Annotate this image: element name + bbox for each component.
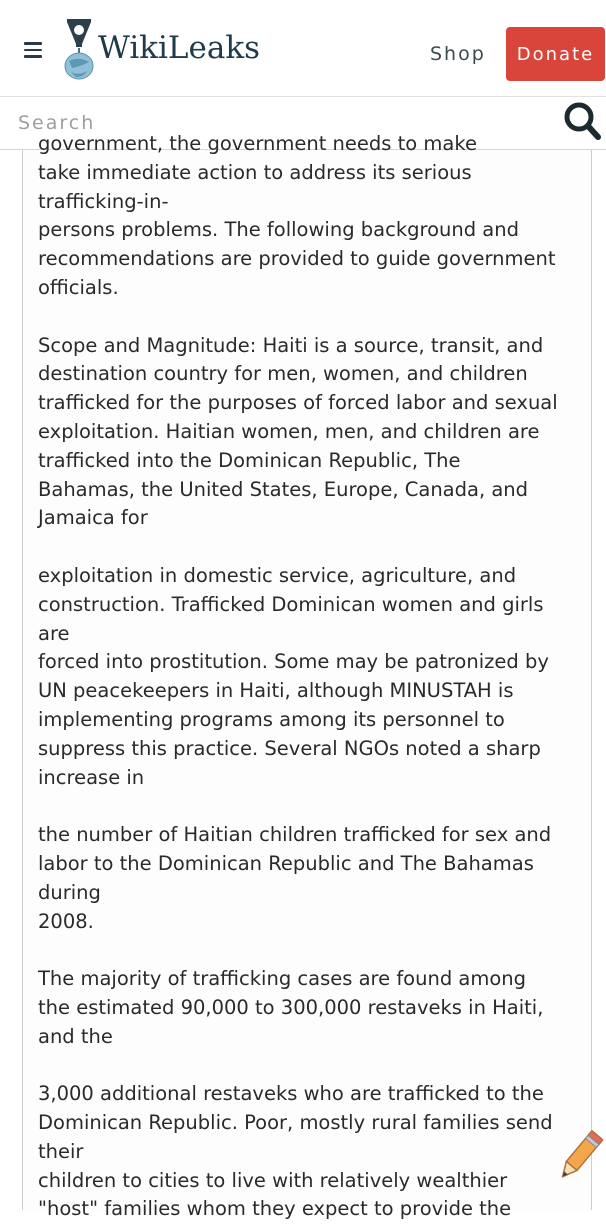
cable-text-line: recommendations are provided to guide government xyxy=(38,247,556,271)
logo-text: WikiLeaks xyxy=(98,30,261,66)
cable-text-line: exploitation in domestic service, agriculture, and xyxy=(38,563,517,587)
cable-text-line: "host" families whom they expect to provide the xyxy=(38,1197,512,1221)
cable-text-line: 3,000 additional restaveks who are trafficked to the xyxy=(38,1082,544,1106)
shop-link[interactable]: Shop xyxy=(430,43,486,65)
wikileaks-logo[interactable] xyxy=(62,16,260,82)
cable-text-line: and the xyxy=(38,1024,113,1048)
cable-text-line: government, the government needs to make xyxy=(38,132,477,155)
cable-text-line: 2008. xyxy=(38,909,94,933)
cable-text-line: are xyxy=(38,621,70,645)
donate-button[interactable]: Donate xyxy=(506,27,605,81)
cable-text-line: trafficking-in- xyxy=(38,189,169,213)
cable-text-line: during xyxy=(38,880,101,904)
cable-text-line xyxy=(38,936,598,965)
cable-text-line xyxy=(38,792,598,821)
cable-text-line: Bahamas, the United States, Europe, Canada, and xyxy=(38,477,529,501)
cable-text-line: trafficked for the purposes of forced labor and sexual xyxy=(38,391,558,415)
cable-text-line xyxy=(38,1052,598,1081)
cable-text-line: Jamaica for xyxy=(38,506,148,530)
site-header xyxy=(0,0,606,97)
cable-body-text xyxy=(38,130,598,1224)
cable-text-line: the number of Haitian children trafficked for sex and xyxy=(38,823,552,847)
cable-text-line: increase in xyxy=(38,765,145,789)
cable-text-line: suppress this practice. Several NGOs noted a sharp xyxy=(38,736,541,760)
hourglass-globe-icon xyxy=(62,16,96,82)
cable-text-line: trafficked into the Dominican Republic, The xyxy=(38,448,461,472)
cable-text-line: construction. Trafficked Dominican women and girls xyxy=(38,592,544,616)
cable-text-line: take immediate action to address its serious xyxy=(38,160,472,184)
hamburger-menu-icon[interactable] xyxy=(24,42,42,58)
cable-text-line: implementing programs among its personnel to xyxy=(38,707,505,731)
cable-text-line: destination country for men, women, and children xyxy=(38,362,528,386)
cable-text-line: the estimated 90,000 to 300,000 restaveks in Haiti, xyxy=(38,995,544,1019)
cable-content-frame xyxy=(22,132,592,1221)
cable-text-line: labor to the Dominican Republic and The Bahamas xyxy=(38,851,534,875)
cable-text-line: officials. xyxy=(38,275,119,299)
cable-text-line: The majority of trafficking cases are found among xyxy=(38,967,527,991)
cable-text-line xyxy=(38,303,598,332)
cable-text-line: their xyxy=(38,1139,84,1163)
cable-text-line: UN peacekeepers in Haiti, although MINUSTAH is xyxy=(38,679,514,703)
cable-text-line xyxy=(38,533,598,562)
cable-text-line: Dominican Republic. Poor, mostly rural families send xyxy=(38,1111,553,1135)
pencil-icon[interactable] xyxy=(555,1125,605,1187)
cable-text-line: persons problems. The following background and xyxy=(38,218,519,242)
cable-text-line: children to cities to live with relatively wealthier xyxy=(38,1168,508,1192)
cable-text-line: Scope and Magnitude: Haiti is a source, transit, and xyxy=(38,333,544,357)
cable-text-line: exploitation. Haitian women, men, and children are xyxy=(38,419,540,443)
cable-text-line: forced into prostitution. Some may be patronized by xyxy=(38,650,549,674)
